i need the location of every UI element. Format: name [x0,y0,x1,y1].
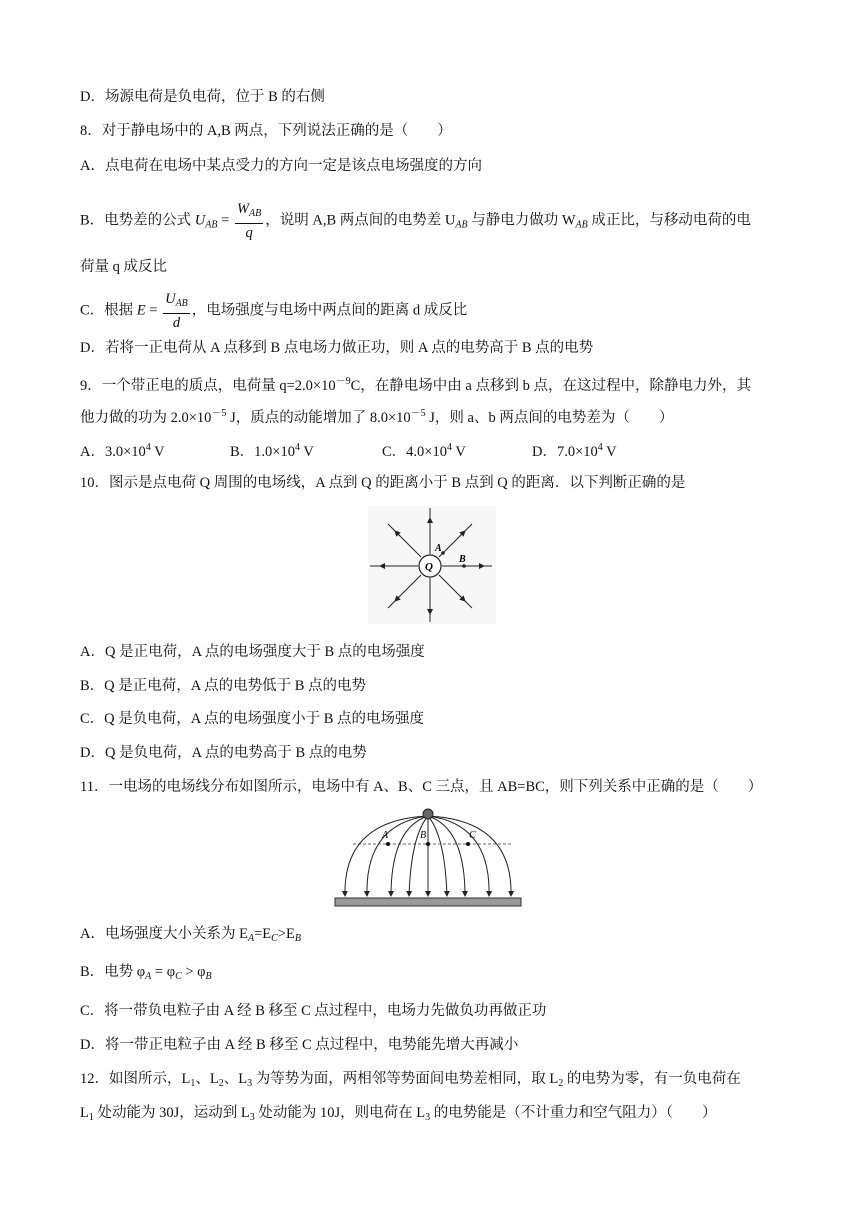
q10-option-b: B．Q 是正电荷，A 点的电势低于 B 点的电势 [80,678,366,694]
q8-option-c: C．根据 E = $\frac{U_{AB}}{d}$ ，电场强度与电场中两点间的距离 d 成反比 [80,291,468,331]
q11-fig-b-label: B [420,830,427,841]
q11-fig-a-label: A [382,830,389,841]
q12-stem-line2: $L_1$ 处动能为 30J，运动到 $L_3$ 处动能为 10J，则电荷在 $L_3$ 的电势能是（不计重力和空气阻力）（ ） [80,1105,717,1123]
q8-stem: 8．对于静电场中的 A,B 两点，下列说法正确的是（ ） [80,123,452,139]
q10-option-c: C．Q 是负电荷，A 点的电场强度小于 B 点的电场强度 [80,711,424,727]
q8-option-d: D．若将一正电荷从 A 点移到 B 点电场力做正功，则 A 点的电势高于 B 点的电势 [80,340,594,356]
q8-option-b-cont: 荷量 q 成反比 [80,259,167,275]
q11-option-d: D．将一带正电粒子由 A 经 B 移至 C 点过程中，电势能先增大再减小 [80,1037,519,1053]
q11-option-c: C．将一带负电粒子由 A 经 B 移至 C 点过程中，电场力先做负功再做正功 [80,1003,547,1019]
q11-field-line-figure [333,806,523,910]
q8-option-b: B．电势差的公式 $U_{AB}$ = $\frac{W_{AB}}{q}$ ，说明 A,B 两点间的电势差 $U_{AB}$ 与静电力做功 $W_{AB}$ 成正比，与移动电荷的电 [80,201,751,241]
q12-stem-line1: 12．如图所示，$L_1$、$L_2$、$L_3$ 为等势为面，两相邻等势面间电势差相同，取 $L_2$ 的电势为零，有一负电荷在 [80,1071,741,1089]
q9-option-a: A．$3.0\times 10^4$ V [80,442,165,460]
q10-fig-a-label: A [435,543,442,554]
q8-option-a: A．点电荷在电场中某点受力的方向一定是该点电场强度的方向 [80,158,482,174]
q11-stem: 11．一电场的电场线分布如图所示，电场中有 A、B、C 三点，且 AB=BC，则下列关系中正确的是（ ） [80,779,763,795]
q8-b-fraction: $\frac{W_{AB}}{q}$ [236,201,262,241]
q10-field-line-figure [368,506,496,624]
q7-option-d: D．场源电荷是负电荷，位于 B 的右侧 [80,89,325,105]
q9-stem-line1: 9．一个带正电的质点，电荷量 $q=2.0\times 10^{-9}C$，在静电场中由 a 点移到 b 点，在这过程中，除静电力外，其 [80,376,751,394]
q11-fig-c-label: C [469,830,476,841]
q10-option-a: A．Q 是正电荷，A 点的电场强度大于 B 点的电场强度 [80,644,425,660]
q10-fig-q-label: Q [425,561,433,573]
q11-option-a: A．电场强度大小关系为 $E_A=E_C>E_B$ [80,926,301,944]
q10-fig-b-label: B [459,554,466,565]
q10-stem: 10．图示是点电荷 Q 周围的电场线，A 点到 Q 的距离小于 B 点到 Q 的距离．以下判断正确的是 [80,475,686,491]
q9-option-b: B．$1.0\times 10^4$ V [230,442,314,460]
q8-c-fraction: $\frac{U_{AB}}{d}$ [165,291,188,331]
q11-option-b: B．电势 $\varphi_A = \varphi_C > \varphi_B$ [80,964,212,982]
q9-option-c: C．$4.0\times 10^4$ V [382,442,466,460]
q9-stem-line2: 他力做的功为 $2.0\times 10^{-5}$ J，质点的动能增加了 $8.0\times 10^{-5}$ J，则 a、b 两点间的电势差为（ ） [80,408,674,426]
q9-option-d: D．$7.0\times 10^4$ V [532,442,617,460]
q10-option-d: D．Q 是负电荷，A 点的电势高于 B 点的电势 [80,745,367,761]
